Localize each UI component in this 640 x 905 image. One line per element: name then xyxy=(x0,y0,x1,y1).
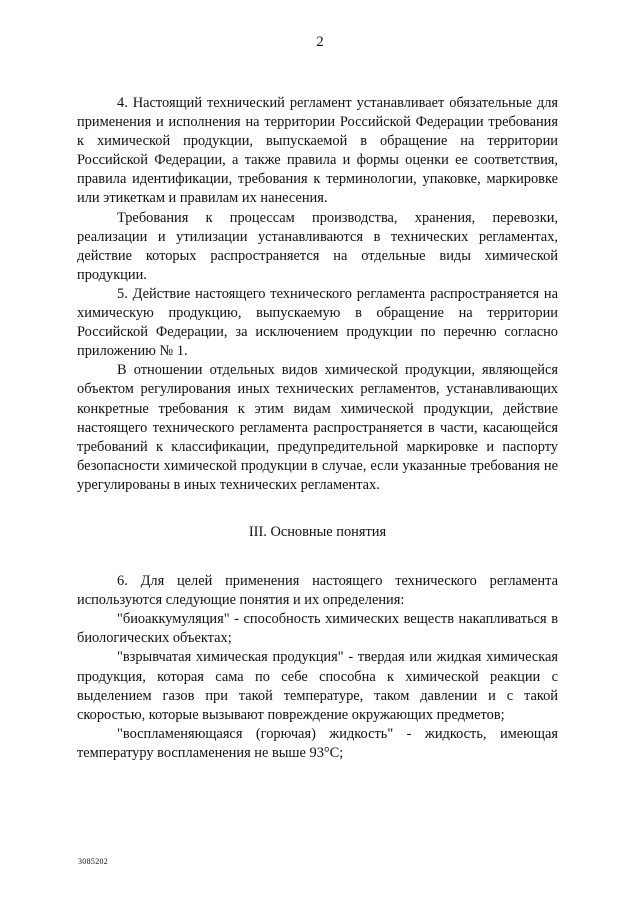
document-body xyxy=(77,94,558,763)
page-number: 2 xyxy=(316,34,324,50)
definition-flammable-liquid: "воспламеняющаяся (горючая) жидкость" - жидкость, имеющая температуру воспламенения не выше 93°C; xyxy=(77,725,558,761)
definition-bioaccumulation: "биоаккумуляция" - способность химических веществ накапливаться в биологических объектах; xyxy=(77,611,558,647)
paragraph-requirements-processes: Требования к процессам производства, хранения, перевозки, реализации и утилизации устанавливаются в технических регламентах, действие которых распространяется на отдельные виды химической продукции. xyxy=(77,209,558,283)
paragraph-6: 6. Для целей применения настоящего технического регламента используются следующие понятия и их определения: xyxy=(77,573,558,609)
document-code: 3085202 xyxy=(78,857,109,866)
paragraph-5: 5. Действие настоящего технического регламента распространяется на химическую продукцию, выпускаемую в обращение на территории Российской Федерации, за исключением продукции по перечню согласно приложению № 1. xyxy=(77,285,558,360)
section-heading: III. Основные понятия xyxy=(248,523,387,540)
definition-explosive-product: "взрывчатая химическая продукция" - твердая или жидкая химическая продукция, которая сама по себе способна к химической реакции с выделением газов при такой температуре, таком давлении и с такой скоростью, которые вызывают повреждение окружающих предметов; xyxy=(77,649,558,723)
paragraph-other-regulations: В отношении отдельных видов химической продукции, являющейся объектом регулирования иных технических регламентов, устанавливающих конкретные требования к этим видам химической продукции, действие настоящего технического регламента распространяется в части, касающейся требований к классификации, предупредительной маркировке и паспорту безопасности химической продукции в случае, если указанные требования не урегулированы в иных технических регламентах. xyxy=(77,362,558,493)
paragraph-4: 4. Настоящий технический регламент устанавливает обязательные для применения и исполнения на территории Российской Федерации требования к химической продукции, выпускаемой в обращение на территории Российской Федерации, а также правила и формы оценки ее соответствия, правила идентификации, требования к терминологии, упаковке, маркировке или этикеткам и правилам их нанесения. xyxy=(77,95,558,207)
